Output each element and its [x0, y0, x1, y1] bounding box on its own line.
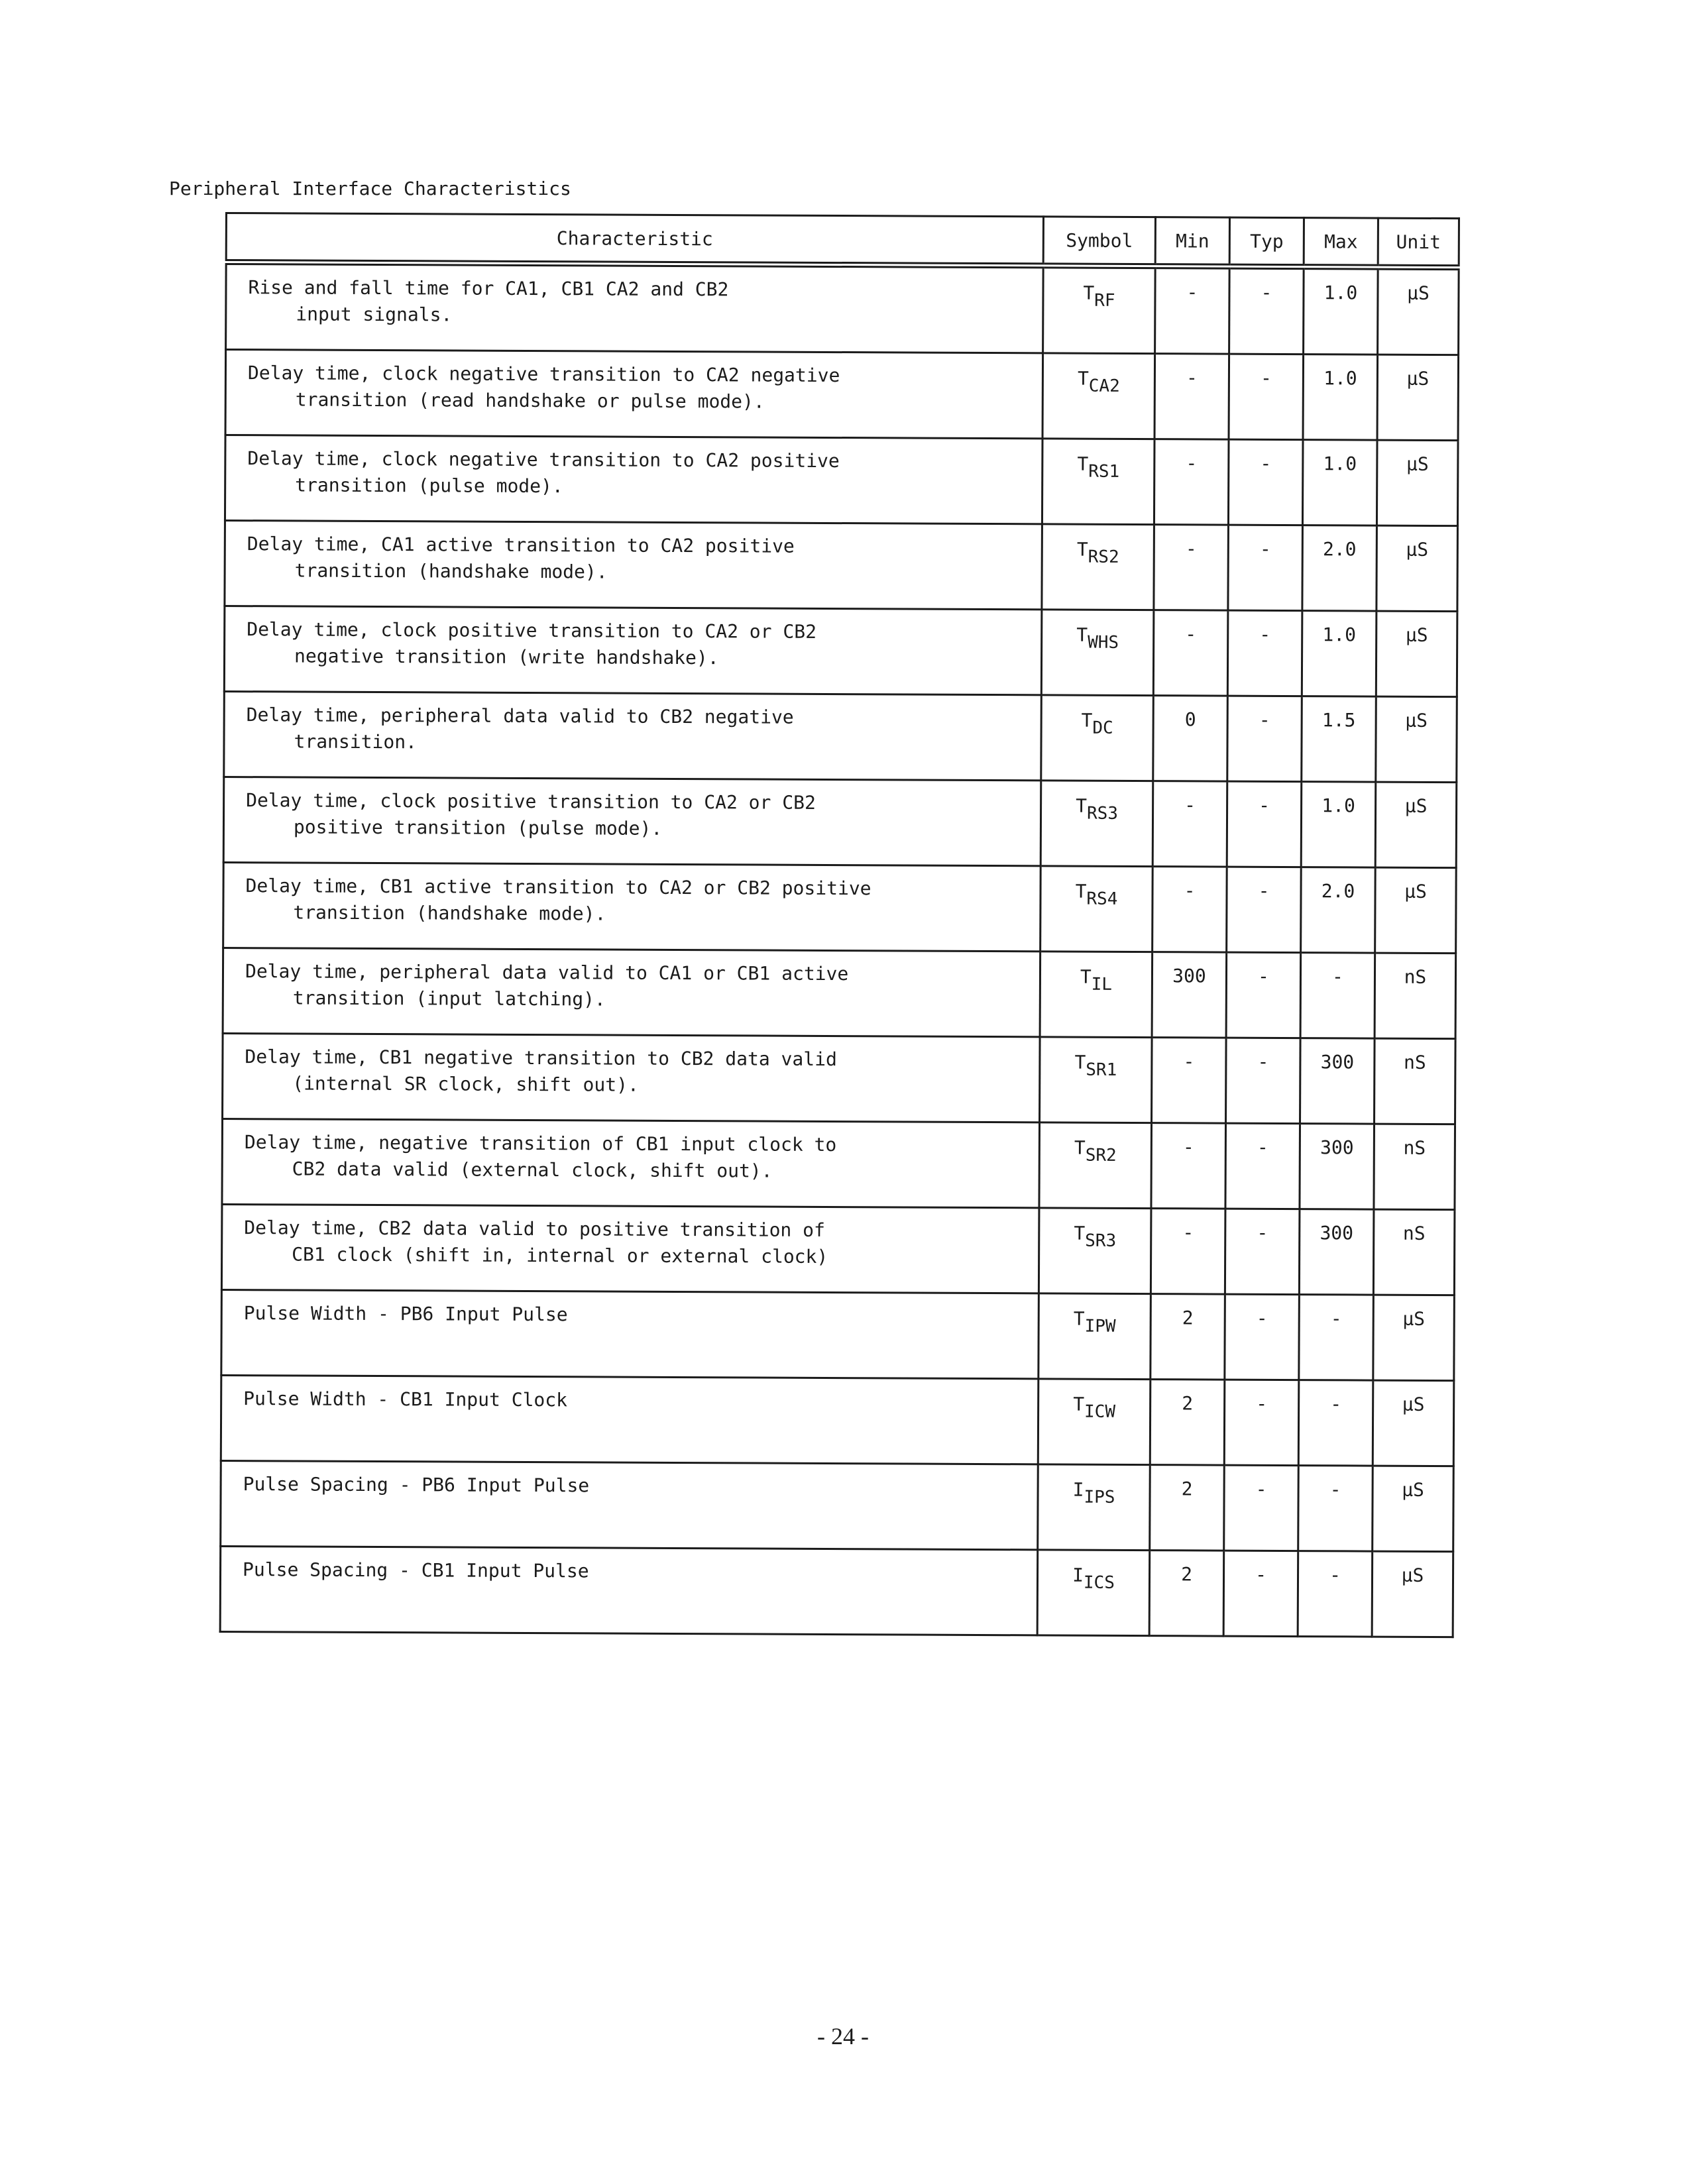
typ-cell: -: [1226, 1038, 1301, 1123]
unit-cell: µS: [1372, 1551, 1453, 1637]
table-header-row: [226, 213, 1459, 268]
symbol-letter: T: [1077, 453, 1089, 475]
characteristic-text: Pulse Width - CB1 Input Clock: [243, 1388, 568, 1411]
min-cell: -: [1152, 781, 1227, 867]
max-cell: -: [1298, 1380, 1373, 1466]
symbol-subscript: ICW: [1084, 1401, 1116, 1422]
symbol-subscript: WHS: [1088, 632, 1119, 653]
table-row: [225, 435, 1458, 526]
symbol-subscript: RS1: [1088, 461, 1120, 482]
header-unit: Unit: [1378, 218, 1459, 268]
typ-cell: -: [1227, 610, 1302, 696]
characteristic-cell: [223, 948, 1040, 1036]
characteristic-text: Rise and fall time for CA1, CB1 CA2 and CB2: [248, 276, 729, 301]
header-symbol: Symbol: [1043, 217, 1155, 266]
symbol-cell: [1042, 439, 1154, 525]
characteristic-text-continued: input signals.: [296, 303, 453, 326]
characteristic-text: Delay time, CB2 data valid to positive transition of: [244, 1217, 825, 1241]
characteristic-cell: [221, 1204, 1039, 1293]
symbol-letter: T: [1076, 538, 1088, 561]
symbol-letter: T: [1076, 624, 1088, 646]
min-cell: -: [1151, 1209, 1225, 1294]
table-row: [223, 777, 1457, 867]
symbol-subscript: DC: [1092, 718, 1113, 738]
symbol-letter: T: [1075, 880, 1087, 902]
unit-cell: µS: [1376, 611, 1457, 697]
characteristic-cell: [225, 521, 1042, 610]
table-row: [225, 521, 1458, 612]
typ-cell: -: [1225, 1123, 1300, 1209]
characteristic-text-continued: transition (input latching).: [292, 987, 606, 1010]
symbol-letter: T: [1074, 1136, 1086, 1159]
header-min: Min: [1155, 217, 1229, 266]
characteristic-cell: [224, 691, 1042, 780]
symbol-subscript: RF: [1094, 290, 1115, 311]
unit-cell: µS: [1375, 782, 1457, 868]
symbol-subscript: SR1: [1086, 1060, 1117, 1080]
typ-cell: -: [1224, 1380, 1299, 1465]
table-row: [226, 262, 1459, 355]
symbol-letter: I: [1072, 1564, 1084, 1586]
characteristic-cell: [221, 1375, 1039, 1464]
table-row: [223, 1033, 1456, 1124]
symbol-cell: [1041, 610, 1154, 696]
typ-cell: -: [1227, 781, 1302, 867]
characteristic-text: Pulse Spacing - PB6 Input Pulse: [243, 1473, 590, 1497]
characteristic-text: Pulse Spacing - CB1 Input Pulse: [242, 1558, 589, 1582]
symbol-cell: [1038, 1379, 1151, 1465]
typ-cell: -: [1228, 525, 1303, 610]
typ-cell: -: [1228, 439, 1303, 525]
characteristic-text-continued: transition.: [294, 730, 418, 753]
table-row: [222, 1119, 1455, 1209]
characteristic-text-continued: transition (pulse mode).: [295, 474, 563, 498]
max-cell: 1.0: [1302, 440, 1377, 525]
min-cell: -: [1155, 266, 1230, 354]
typ-cell: -: [1225, 1209, 1300, 1294]
symbol-cell: [1040, 866, 1153, 952]
characteristic-text-continued: CB2 data valid (external clock, shift out).: [292, 1158, 773, 1182]
symbol-cell: [1042, 524, 1154, 610]
min-cell: -: [1154, 525, 1229, 610]
characteristic-cell: [220, 1546, 1038, 1635]
max-cell: 300: [1300, 1038, 1375, 1124]
max-cell: 1.5: [1302, 696, 1377, 782]
symbol-subscript: RS2: [1088, 547, 1119, 567]
characteristic-text: Delay time, clock negative transition to CA2 positive: [247, 447, 840, 472]
unit-cell: µS: [1377, 355, 1459, 441]
symbol-cell: [1039, 1208, 1151, 1294]
unit-cell: µS: [1373, 1295, 1455, 1381]
max-cell: -: [1300, 953, 1375, 1038]
symbol-subscript: SR3: [1085, 1230, 1117, 1251]
characteristic-text: Delay time, CA1 active transition to CA2 positive: [247, 533, 795, 557]
characteristic-cell: [223, 777, 1041, 865]
max-cell: 1.0: [1304, 267, 1378, 355]
characteristic-text-continued: transition (handshake mode).: [293, 901, 606, 925]
characteristic-cell: [223, 862, 1041, 951]
table-row: [221, 1460, 1454, 1551]
unit-cell: nS: [1375, 1038, 1456, 1124]
page-title: Peripheral Interface Characteristics: [169, 178, 571, 199]
characteristic-text: Delay time, negative transition of CB1 input clock to: [244, 1131, 837, 1156]
max-cell: 1.0: [1303, 355, 1378, 440]
max-cell: 1.0: [1302, 611, 1377, 696]
min-cell: -: [1151, 1123, 1226, 1209]
characteristic-cell: [224, 606, 1042, 695]
header-typ: Typ: [1229, 217, 1304, 266]
symbol-letter: T: [1074, 1051, 1086, 1073]
symbol-letter: T: [1076, 794, 1088, 817]
table-row: [221, 1375, 1454, 1466]
min-cell: 2: [1151, 1294, 1225, 1380]
characteristic-text-continued: CB1 clock (shift in, internal or external clock): [292, 1243, 828, 1268]
unit-cell: nS: [1374, 1124, 1455, 1210]
max-cell: 2.0: [1301, 867, 1376, 953]
header-characteristic: Characteristic: [226, 213, 1043, 266]
min-cell: -: [1154, 354, 1229, 439]
typ-cell: -: [1223, 1551, 1298, 1636]
table-row: [223, 948, 1456, 1038]
unit-cell: nS: [1373, 1209, 1455, 1295]
characteristics-table: [219, 212, 1460, 1638]
characteristic-text-continued: transition (handshake mode).: [294, 559, 608, 583]
characteristic-text-continued: negative transition (write handshake).: [294, 645, 719, 669]
symbol-subscript: IPW: [1084, 1316, 1116, 1337]
symbol-letter: T: [1080, 965, 1092, 988]
symbol-subscript: CA2: [1088, 376, 1120, 396]
characteristic-text: Pulse Width - PB6 Input Pulse: [243, 1302, 568, 1326]
min-cell: -: [1152, 867, 1227, 952]
symbol-letter: T: [1074, 1222, 1086, 1244]
characteristic-cell: [223, 1033, 1040, 1122]
symbol-letter: T: [1081, 709, 1093, 732]
symbol-subscript: IL: [1091, 974, 1113, 995]
table-body: [220, 262, 1459, 1637]
symbol-cell: [1042, 353, 1155, 439]
table-row: [224, 691, 1457, 782]
characteristic-text: Delay time, clock negative transition to CA2 negative: [247, 362, 840, 387]
symbol-subscript: SR2: [1085, 1145, 1117, 1166]
symbol-cell: [1039, 1293, 1151, 1380]
max-cell: -: [1299, 1295, 1374, 1380]
table-row: [220, 1546, 1453, 1637]
characteristic-text: Delay time, peripheral data valid to CA1 or CB1 active: [245, 960, 849, 985]
characteristic-text: Delay time, peripheral data valid to CB2 negative: [246, 704, 794, 728]
unit-cell: µS: [1377, 525, 1458, 612]
table-row: [224, 606, 1457, 697]
characteristic-cell: [222, 1119, 1040, 1207]
symbol-letter: T: [1073, 1307, 1085, 1330]
min-cell: -: [1152, 1038, 1227, 1123]
max-cell: -: [1298, 1466, 1373, 1551]
symbol-cell: [1043, 266, 1156, 354]
min-cell: 300: [1152, 952, 1227, 1038]
symbol-subscript: IPS: [1084, 1487, 1115, 1507]
symbol-cell: [1040, 952, 1152, 1038]
table-row: [225, 350, 1459, 441]
typ-cell: -: [1225, 1294, 1300, 1380]
typ-cell: -: [1226, 952, 1301, 1038]
unit-cell: µS: [1378, 267, 1459, 355]
symbol-subscript: RS4: [1086, 889, 1118, 909]
max-cell: 2.0: [1302, 525, 1377, 611]
characteristic-text: Delay time, CB1 active transition to CA2 or CB2 positive: [245, 875, 871, 900]
unit-cell: nS: [1375, 953, 1456, 1039]
header-max: Max: [1304, 218, 1378, 267]
typ-cell: -: [1229, 266, 1304, 354]
symbol-subscript: ICS: [1083, 1572, 1115, 1593]
min-cell: 2: [1150, 1380, 1225, 1465]
symbol-cell: [1041, 695, 1154, 781]
characteristic-cell: [226, 262, 1044, 353]
characteristic-text: Delay time, clock positive transition to CA2 or CB2: [247, 618, 817, 643]
unit-cell: µS: [1377, 440, 1458, 526]
symbol-subscript: RS3: [1086, 803, 1119, 824]
unit-cell: µS: [1375, 867, 1457, 954]
characteristic-cell: [221, 1289, 1039, 1378]
typ-cell: -: [1227, 867, 1302, 952]
symbol-cell: [1037, 1550, 1150, 1636]
characteristic-cell: [225, 350, 1043, 439]
unit-cell: µS: [1373, 1466, 1454, 1552]
characteristic-cell: [225, 435, 1042, 524]
typ-cell: -: [1227, 696, 1302, 781]
characteristic-text-continued: positive transition (pulse mode).: [293, 816, 663, 840]
unit-cell: µS: [1376, 696, 1457, 783]
min-cell: 0: [1153, 696, 1228, 781]
symbol-letter: I: [1072, 1478, 1084, 1501]
symbol-letter: T: [1083, 282, 1095, 304]
symbol-letter: T: [1073, 1393, 1085, 1415]
characteristic-text: Delay time, clock positive transition to CA2 or CB2: [246, 789, 816, 814]
min-cell: 2: [1150, 1465, 1225, 1551]
symbol-cell: [1039, 1122, 1152, 1209]
min-cell: 2: [1149, 1551, 1224, 1636]
characteristic-cell: [221, 1460, 1039, 1549]
table-row: [223, 862, 1457, 953]
table-row: [221, 1289, 1455, 1380]
symbol-cell: [1040, 781, 1153, 867]
unit-cell: µS: [1373, 1380, 1454, 1466]
symbol-letter: T: [1077, 367, 1089, 390]
characteristic-text-continued: transition (read handshake or pulse mode).: [295, 388, 765, 413]
max-cell: 300: [1299, 1209, 1374, 1295]
symbol-cell: [1038, 1464, 1151, 1551]
max-cell: 1.0: [1301, 782, 1376, 867]
typ-cell: -: [1229, 354, 1304, 439]
typ-cell: -: [1224, 1465, 1299, 1551]
max-cell: 300: [1300, 1124, 1375, 1209]
max-cell: -: [1298, 1551, 1373, 1637]
page-number: - 24 -: [817, 2023, 869, 2049]
min-cell: -: [1154, 439, 1229, 525]
min-cell: -: [1153, 610, 1228, 696]
characteristic-text-continued: (internal SR clock, shift out).: [292, 1072, 639, 1096]
symbol-cell: [1040, 1037, 1152, 1123]
characteristic-text: Delay time, CB1 negative transition to CB2 data valid: [245, 1046, 837, 1071]
table-row: [221, 1204, 1455, 1295]
